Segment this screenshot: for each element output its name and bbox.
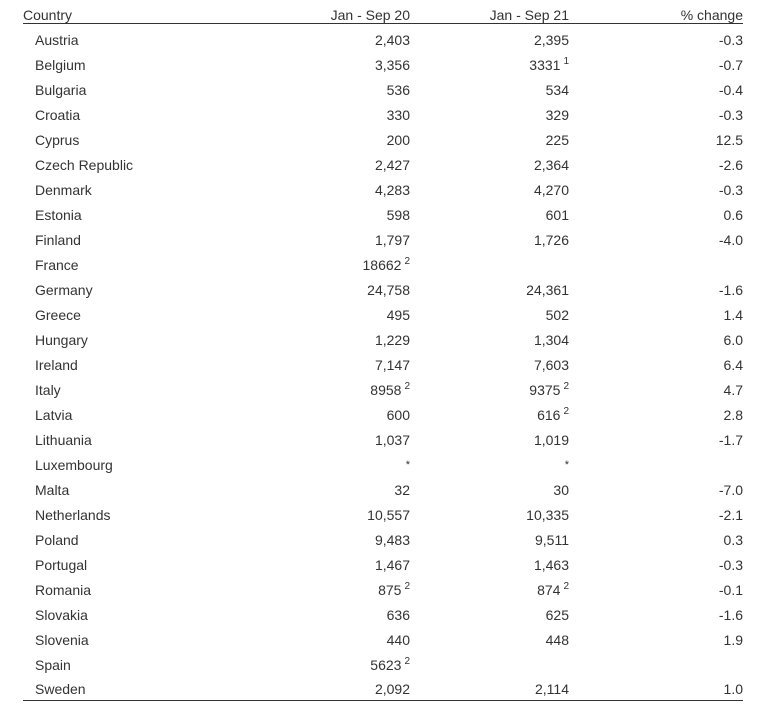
jan-sep-20-cell xyxy=(206,378,410,403)
footnote-marker: 2 xyxy=(404,581,410,592)
jan-sep-20-cell xyxy=(206,353,410,378)
percent-change-cell-value: -0.4 xyxy=(718,82,743,98)
country-cell xyxy=(23,253,206,278)
jan-sep-21-cell xyxy=(410,278,569,303)
jan-sep-20-cell xyxy=(206,403,410,428)
country-cell xyxy=(23,303,206,328)
country-cell xyxy=(23,678,206,701)
jan-sep-20-cell-value: 600 xyxy=(386,407,410,423)
country-cell-value: Netherlands xyxy=(35,507,111,523)
percent-change-cell-value: 0.3 xyxy=(723,532,743,548)
country-cell xyxy=(23,528,206,553)
percent-change-cell xyxy=(569,253,743,278)
jan-sep-21-cell xyxy=(410,528,569,553)
jan-sep-20-cell-value: 9,483 xyxy=(374,532,410,548)
jan-sep-20-cell-value: 495 xyxy=(386,307,410,323)
percent-change-cell-value: -2.1 xyxy=(718,507,743,523)
table-row xyxy=(23,503,743,528)
jan-sep-20-cell xyxy=(206,153,410,178)
percent-change-cell xyxy=(569,228,743,253)
country-cell-value: Slovenia xyxy=(35,632,89,648)
jan-sep-21-cell-value: 3331 xyxy=(529,57,561,73)
jan-sep-20-cell-value: 875 xyxy=(378,582,402,598)
jan-sep-20-cell xyxy=(206,103,410,128)
percent-change-cell-value: -1.7 xyxy=(718,432,743,448)
table-row xyxy=(23,678,743,701)
jan-sep-20-cell-value: 10,557 xyxy=(367,507,410,523)
footnote-marker: 2 xyxy=(404,256,410,267)
jan-sep-21-cell xyxy=(410,503,569,528)
percent-change-cell-value: 1.0 xyxy=(723,681,743,697)
jan-sep-20-cell-value: 24,758 xyxy=(367,282,410,298)
table-row xyxy=(23,528,743,553)
jan-sep-20-cell xyxy=(206,78,410,103)
jan-sep-21-cell xyxy=(410,553,569,578)
jan-sep-21-cell xyxy=(410,628,569,653)
jan-sep-20-cell-value: 32 xyxy=(394,482,410,498)
country-cell xyxy=(23,228,206,253)
footnote-marker: 2 xyxy=(563,581,569,592)
percent-change-cell xyxy=(569,128,743,153)
table-row xyxy=(23,178,743,203)
footnote-marker: 1 xyxy=(563,56,569,67)
jan-sep-21-cell-value: 534 xyxy=(545,82,569,98)
country-cell-value: Sweden xyxy=(35,681,86,697)
percent-change-cell-value: 2.8 xyxy=(723,407,743,423)
percent-change-cell xyxy=(569,378,743,403)
jan-sep-21-cell-value: 2,395 xyxy=(533,32,569,48)
percent-change-cell xyxy=(569,78,743,103)
table-row xyxy=(23,53,743,78)
jan-sep-20-cell-value: 1,797 xyxy=(374,232,410,248)
table-row xyxy=(23,103,743,128)
percent-change-cell xyxy=(569,153,743,178)
country-cell-value: Croatia xyxy=(35,107,81,123)
table-row xyxy=(23,578,743,603)
table-row xyxy=(23,153,743,178)
percent-change-cell xyxy=(569,578,743,603)
country-cell xyxy=(23,353,206,378)
jan-sep-20-cell xyxy=(206,328,410,353)
jan-sep-21-cell xyxy=(410,78,569,103)
country-cell-value: Spain xyxy=(35,657,71,673)
jan-sep-20-cell-value: 4,283 xyxy=(374,182,410,198)
jan-sep-20-cell xyxy=(206,178,410,203)
country-cell-value: Estonia xyxy=(35,207,82,223)
country-cell-value: Ireland xyxy=(35,357,78,373)
jan-sep-20-cell-value: 636 xyxy=(386,607,410,623)
header-jan-sep-20[interactable]: Jan - Sep 20 xyxy=(206,5,410,24)
percent-change-cell xyxy=(569,403,743,428)
country-cell-value: Czech Republic xyxy=(35,157,134,173)
table-row xyxy=(23,603,743,628)
percent-change-cell-value: 1.9 xyxy=(723,632,743,648)
country-cell xyxy=(23,153,206,178)
jan-sep-21-cell xyxy=(410,24,569,54)
jan-sep-20-cell-value: 18662 xyxy=(362,257,402,273)
percent-change-cell-value: -1.6 xyxy=(718,607,743,623)
percent-change-cell xyxy=(569,353,743,378)
jan-sep-20-cell xyxy=(206,203,410,228)
table-body xyxy=(23,24,743,701)
jan-sep-21-cell-value: 1,019 xyxy=(533,432,569,448)
percent-change-cell-value: -2.6 xyxy=(718,157,743,173)
percent-change-cell xyxy=(569,53,743,78)
percent-change-cell-value: -0.7 xyxy=(718,57,743,73)
country-cell-value: Slovakia xyxy=(35,607,88,623)
jan-sep-20-cell-value: 536 xyxy=(386,82,410,98)
jan-sep-20-cell xyxy=(206,128,410,153)
jan-sep-21-cell-value: 9,511 xyxy=(535,532,569,548)
percent-change-cell xyxy=(569,528,743,553)
jan-sep-21-cell xyxy=(410,653,569,678)
table-row xyxy=(23,428,743,453)
jan-sep-21-cell xyxy=(410,103,569,128)
table-row xyxy=(23,353,743,378)
jan-sep-21-cell-value: 7,603 xyxy=(533,357,569,373)
table-row xyxy=(23,378,743,403)
jan-sep-21-cell xyxy=(410,678,569,701)
country-cell-value: Austria xyxy=(35,32,79,48)
table-row xyxy=(23,553,743,578)
jan-sep-21-cell-value: 874 xyxy=(537,582,561,598)
percent-change-cell xyxy=(569,178,743,203)
percent-change-cell xyxy=(569,203,743,228)
jan-sep-21-cell xyxy=(410,153,569,178)
jan-sep-21-cell xyxy=(410,453,569,478)
percent-change-cell-value: -1.6 xyxy=(718,282,743,298)
percent-change-cell xyxy=(569,653,743,678)
jan-sep-20-cell-value: * xyxy=(405,459,410,471)
jan-sep-20-cell-value: 2,427 xyxy=(374,157,410,173)
header-jan-sep-21[interactable]: Jan - Sep 21 xyxy=(410,5,569,24)
table-row xyxy=(23,328,743,353)
table-row xyxy=(23,453,743,478)
percent-change-cell-value: -0.3 xyxy=(718,182,743,198)
jan-sep-20-cell-value: 2,092 xyxy=(374,681,410,697)
jan-sep-21-cell-value: * xyxy=(564,459,569,471)
country-cell xyxy=(23,53,206,78)
table-row xyxy=(23,628,743,653)
percent-change-cell xyxy=(569,303,743,328)
jan-sep-20-cell-value: 440 xyxy=(386,632,410,648)
table-row xyxy=(23,78,743,103)
percent-change-cell xyxy=(569,678,743,701)
jan-sep-21-cell-value: 24,361 xyxy=(526,282,569,298)
jan-sep-21-cell-value: 1,463 xyxy=(533,557,569,573)
table-row xyxy=(23,253,743,278)
jan-sep-20-cell xyxy=(206,478,410,503)
percent-change-cell xyxy=(569,453,743,478)
jan-sep-20-cell xyxy=(206,653,410,678)
jan-sep-21-cell xyxy=(410,53,569,78)
jan-sep-20-cell xyxy=(206,228,410,253)
country-cell-value: Luxembourg xyxy=(35,457,113,473)
jan-sep-21-cell-value: 502 xyxy=(545,307,569,323)
jan-sep-21-cell xyxy=(410,428,569,453)
jan-sep-21-cell-value: 448 xyxy=(545,632,569,648)
header-percent-change[interactable]: % change xyxy=(569,5,743,24)
jan-sep-20-cell-value: 8958 xyxy=(370,382,402,398)
jan-sep-21-cell xyxy=(410,178,569,203)
country-cell-value: Italy xyxy=(35,382,61,398)
percent-change-cell-value: -0.3 xyxy=(718,32,743,48)
country-cell-value: Belgium xyxy=(35,57,86,73)
percent-change-cell xyxy=(569,328,743,353)
jan-sep-20-cell xyxy=(206,628,410,653)
jan-sep-20-cell xyxy=(206,428,410,453)
data-table xyxy=(23,5,743,701)
jan-sep-21-cell-value: 625 xyxy=(545,607,569,623)
jan-sep-20-cell-value: 330 xyxy=(386,107,410,123)
table-row xyxy=(23,278,743,303)
jan-sep-21-cell-value: 601 xyxy=(545,207,569,223)
jan-sep-20-cell-value: 1,037 xyxy=(374,432,410,448)
jan-sep-21-cell xyxy=(410,203,569,228)
table-row xyxy=(23,303,743,328)
country-cell-value: Denmark xyxy=(35,182,92,198)
country-cell-value: Cyprus xyxy=(35,132,80,148)
jan-sep-20-cell-value: 7,147 xyxy=(374,357,410,373)
country-cell-value: Romania xyxy=(35,582,92,598)
jan-sep-21-cell xyxy=(410,303,569,328)
jan-sep-20-cell xyxy=(206,253,410,278)
percent-change-cell xyxy=(569,278,743,303)
jan-sep-20-cell-value: 1,467 xyxy=(374,557,410,573)
jan-sep-21-cell xyxy=(410,128,569,153)
percent-change-cell xyxy=(569,603,743,628)
country-cell xyxy=(23,428,206,453)
jan-sep-21-cell-value: 329 xyxy=(545,107,569,123)
jan-sep-21-cell-value: 2,364 xyxy=(533,157,569,173)
jan-sep-20-cell xyxy=(206,528,410,553)
percent-change-cell xyxy=(569,103,743,128)
jan-sep-21-cell xyxy=(410,253,569,278)
country-cell xyxy=(23,328,206,353)
jan-sep-21-cell xyxy=(410,478,569,503)
jan-sep-20-cell xyxy=(206,578,410,603)
country-cell xyxy=(23,403,206,428)
table-row xyxy=(23,24,743,54)
jan-sep-20-cell-value: 598 xyxy=(386,207,410,223)
jan-sep-21-cell xyxy=(410,228,569,253)
percent-change-cell-value: -0.3 xyxy=(718,107,743,123)
table-row xyxy=(23,403,743,428)
country-cell-value: Germany xyxy=(35,282,93,298)
jan-sep-20-cell xyxy=(206,24,410,54)
country-cell xyxy=(23,203,206,228)
country-cell xyxy=(23,178,206,203)
footnote-marker: 2 xyxy=(563,406,569,417)
country-cell-value: Hungary xyxy=(35,332,88,348)
percent-change-cell-value: 12.5 xyxy=(715,132,743,148)
jan-sep-21-cell-value: 30 xyxy=(553,482,569,498)
table-row xyxy=(23,653,743,678)
jan-sep-21-cell-value: 1,304 xyxy=(533,332,569,348)
jan-sep-20-cell xyxy=(206,503,410,528)
percent-change-cell-value: 6.4 xyxy=(723,357,743,373)
footnote-marker: 2 xyxy=(563,381,569,392)
percent-change-cell xyxy=(569,478,743,503)
jan-sep-20-cell xyxy=(206,303,410,328)
country-cell xyxy=(23,278,206,303)
country-cell xyxy=(23,78,206,103)
header-country[interactable]: Country xyxy=(23,5,206,24)
percent-change-cell xyxy=(569,24,743,54)
jan-sep-21-cell-value: 9375 xyxy=(529,382,561,398)
jan-sep-20-cell xyxy=(206,53,410,78)
jan-sep-21-cell xyxy=(410,328,569,353)
footnote-marker: 2 xyxy=(404,381,410,392)
country-cell-value: Lithuania xyxy=(35,432,92,448)
jan-sep-20-cell xyxy=(206,553,410,578)
country-cell-value: Portugal xyxy=(35,557,88,573)
percent-change-cell-value: -0.3 xyxy=(718,557,743,573)
percent-change-cell-value: -0.1 xyxy=(718,582,743,598)
country-cell xyxy=(23,128,206,153)
jan-sep-21-cell-value: 225 xyxy=(545,132,569,148)
country-cell-value: Finland xyxy=(35,232,81,248)
country-cell xyxy=(23,378,206,403)
percent-change-cell-value: -4.0 xyxy=(718,232,743,248)
percent-change-cell xyxy=(569,553,743,578)
jan-sep-21-cell-value: 1,726 xyxy=(533,232,569,248)
footnote-marker: 2 xyxy=(404,656,410,667)
country-cell xyxy=(23,453,206,478)
jan-sep-20-cell xyxy=(206,453,410,478)
country-cell-value: Poland xyxy=(35,532,79,548)
jan-sep-20-cell-value: 1,229 xyxy=(374,332,410,348)
percent-change-cell xyxy=(569,428,743,453)
country-cell-value: France xyxy=(35,257,79,273)
jan-sep-20-cell xyxy=(206,678,410,701)
percent-change-cell-value: -7.0 xyxy=(718,482,743,498)
header-row xyxy=(23,5,743,24)
country-cell xyxy=(23,478,206,503)
country-cell xyxy=(23,653,206,678)
table-row xyxy=(23,128,743,153)
country-cell xyxy=(23,24,206,54)
jan-sep-21-cell-value: 616 xyxy=(537,407,561,423)
country-cell xyxy=(23,578,206,603)
jan-sep-21-cell-value: 2,114 xyxy=(535,681,569,697)
jan-sep-21-cell-value: 4,270 xyxy=(533,182,569,198)
jan-sep-21-cell xyxy=(410,403,569,428)
country-cell-value: Latvia xyxy=(35,407,73,423)
jan-sep-20-cell xyxy=(206,278,410,303)
country-cell xyxy=(23,603,206,628)
jan-sep-21-cell xyxy=(410,378,569,403)
jan-sep-20-cell xyxy=(206,603,410,628)
table-row xyxy=(23,228,743,253)
table-row xyxy=(23,203,743,228)
percent-change-cell-value: 6.0 xyxy=(723,332,743,348)
percent-change-cell xyxy=(569,503,743,528)
country-cell xyxy=(23,553,206,578)
jan-sep-20-cell-value: 5623 xyxy=(370,657,402,673)
country-cell-value: Bulgaria xyxy=(35,82,87,98)
jan-sep-20-cell-value: 3,356 xyxy=(374,57,410,73)
country-cell-value: Malta xyxy=(35,482,70,498)
jan-sep-21-cell-value: 10,335 xyxy=(526,507,569,523)
jan-sep-20-cell-value: 2,403 xyxy=(374,32,410,48)
percent-change-cell-value: 1.4 xyxy=(723,307,743,323)
table-header xyxy=(23,5,743,24)
jan-sep-21-cell xyxy=(410,353,569,378)
percent-change-cell-value: 4.7 xyxy=(723,382,743,398)
table-row xyxy=(23,478,743,503)
jan-sep-21-cell xyxy=(410,578,569,603)
jan-sep-21-cell xyxy=(410,603,569,628)
percent-change-cell-value: 0.6 xyxy=(723,207,743,223)
country-cell xyxy=(23,503,206,528)
percent-change-cell xyxy=(569,628,743,653)
country-cell xyxy=(23,103,206,128)
country-cell-value: Greece xyxy=(35,307,81,323)
country-cell xyxy=(23,628,206,653)
jan-sep-20-cell-value: 200 xyxy=(386,132,410,148)
